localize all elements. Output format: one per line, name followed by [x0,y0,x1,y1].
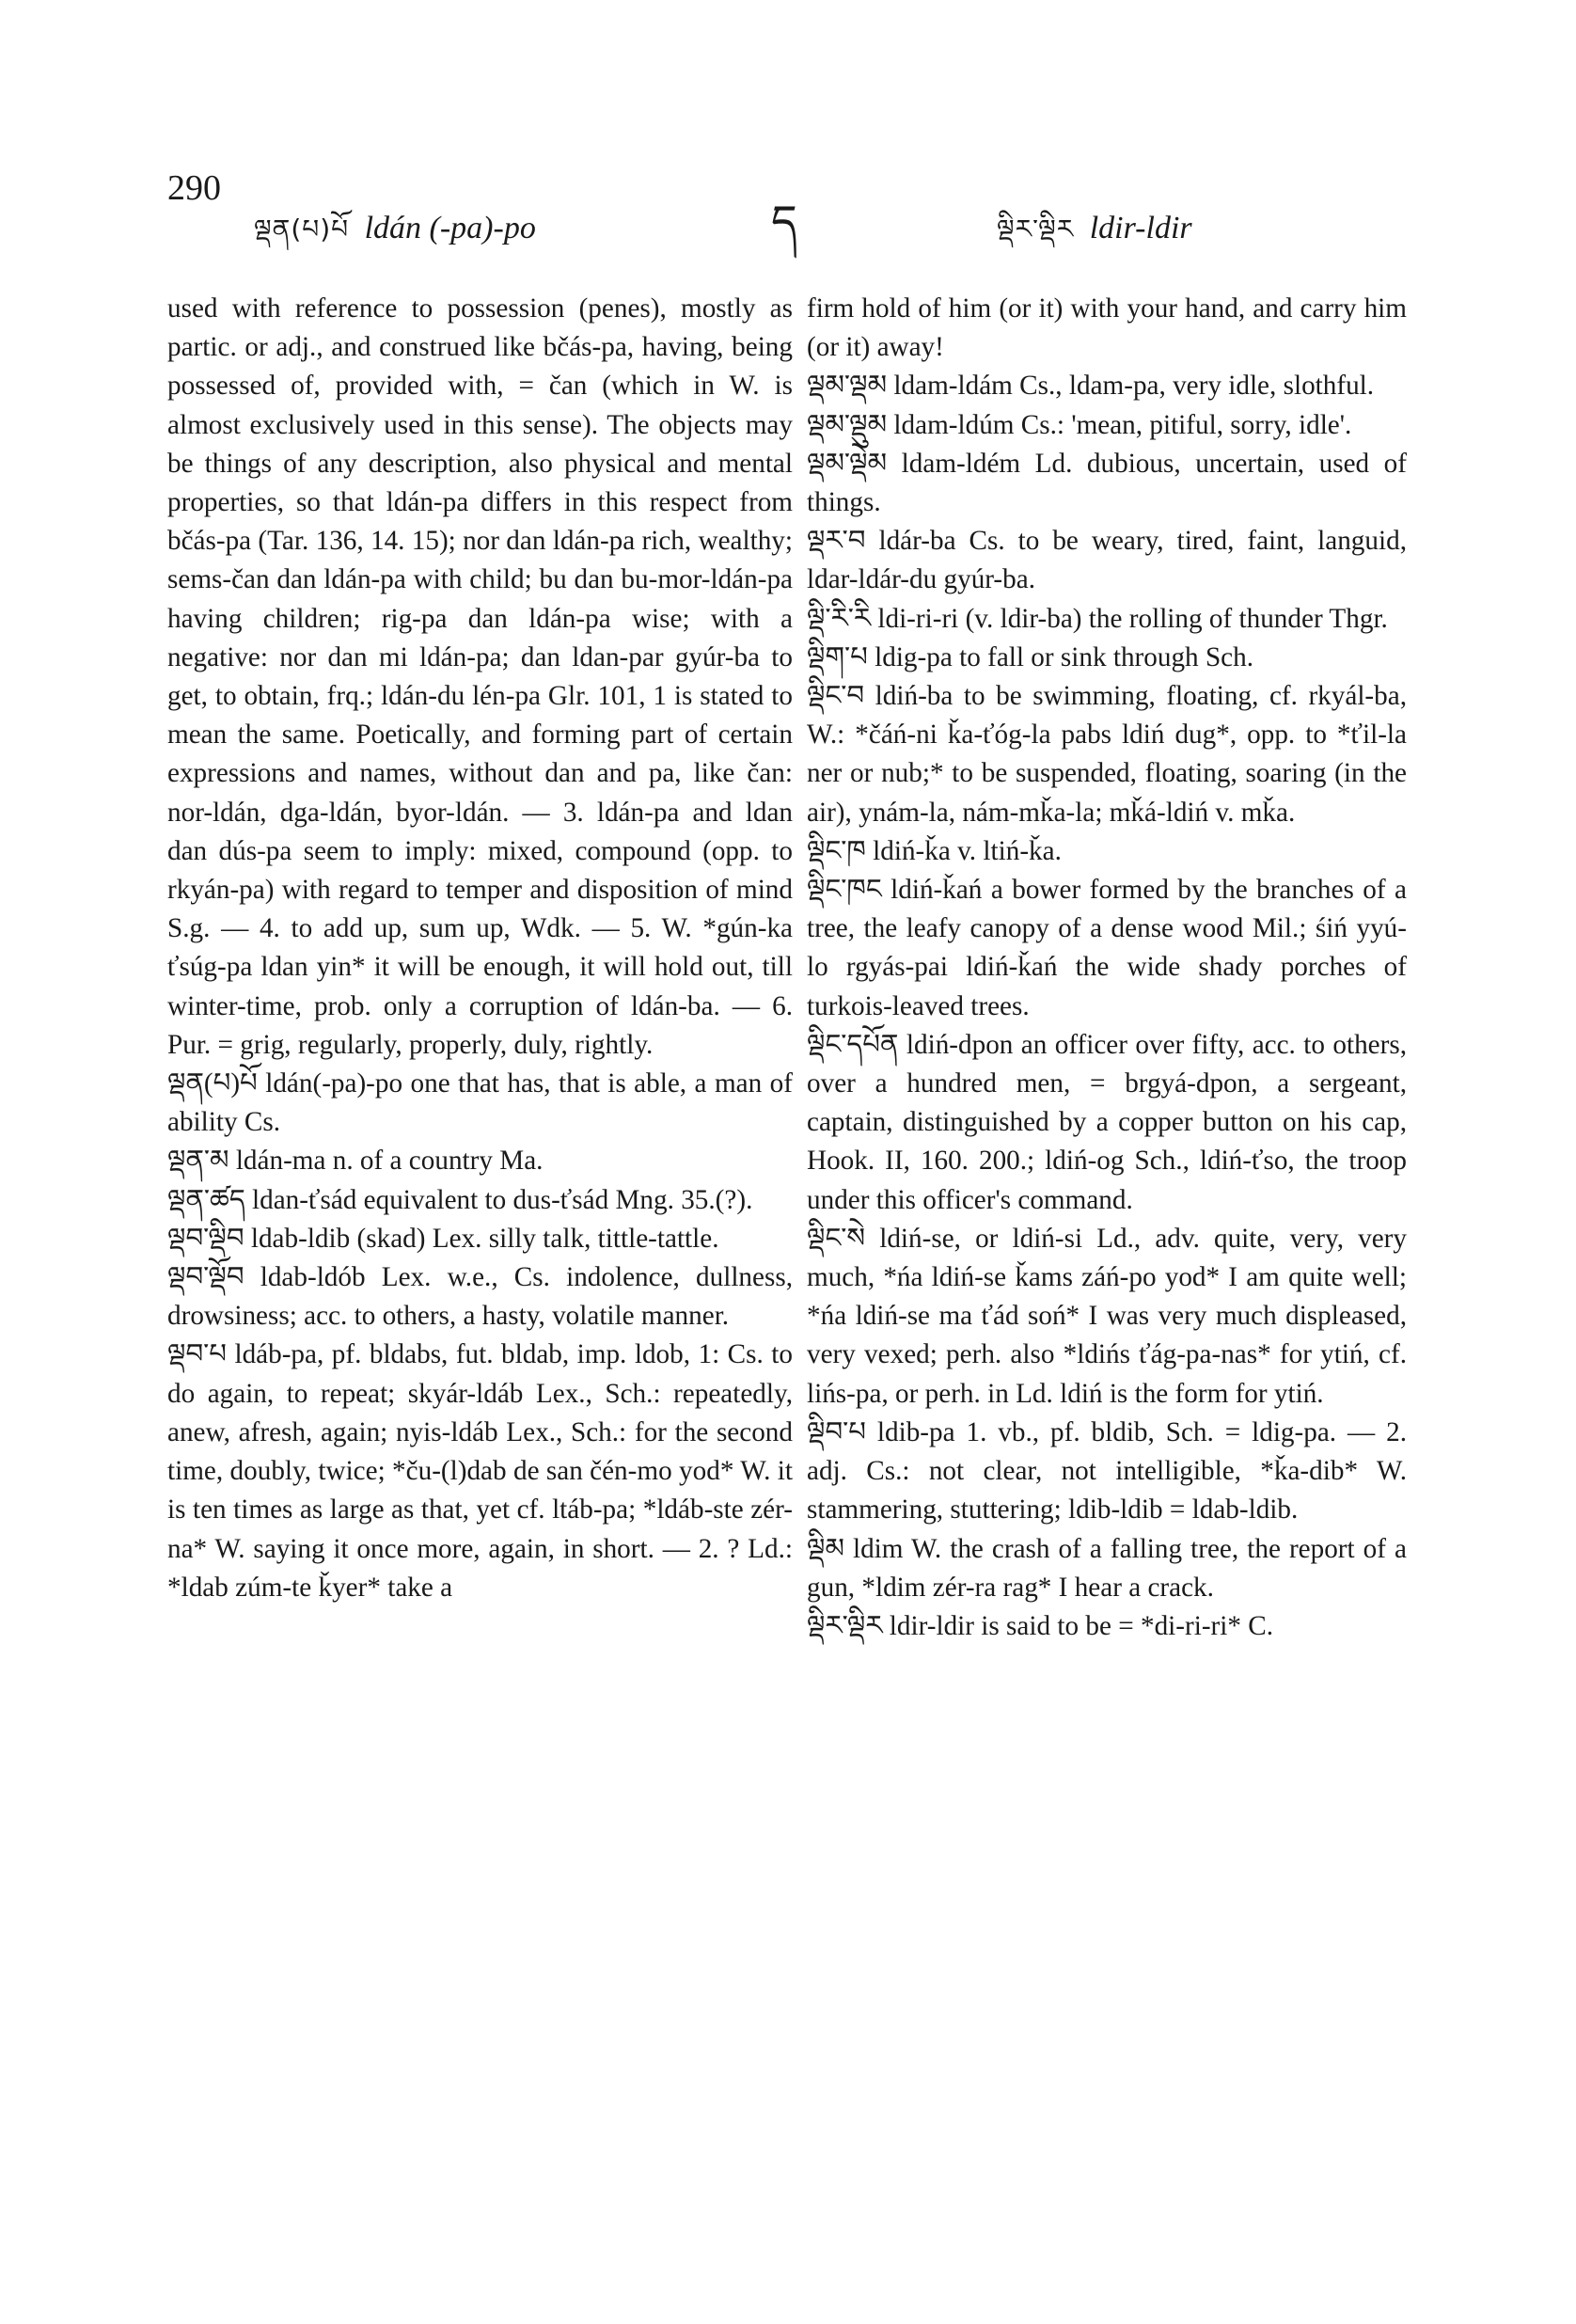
entry: ལྡི་རི་རི ldi-ri-ri (v. ldir-ba) the rolling of thunder Thgr. [807,603,1388,634]
left-column [167,290,793,1607]
entry: ལྡིང་དཔོན ldiń-dpon an officer over fifty, acc. to others, over a hundred men, = brgyá-dpon, a sergeant, captain, distinguished by a copper button on his cap, Hook. II, 160. 200.; ldiń-og Sch., ldiń-ťso, the troop under this officer's command. [807,1029,1407,1215]
entry: ལྡབ་ལྡིབ ldab-ldib (skad) Lex. silly talk, tittle-tattle. [167,1223,719,1254]
right-running-head-tibetan: ལྡིར་ལྡིར [997,213,1075,245]
entry: ལྡན་མ ldán-ma n. of a country Ma. [167,1146,544,1177]
right-running-head [997,199,1192,274]
right-running-head-roman: ldir-ldir [1089,211,1192,245]
entry: ལྡིབ་པ ldib-pa 1. vb., pf. bldib, Sch. = ldig-pa. — 2. adj. Cs.: not clear, not intelligible, *ǩa-dib* W. stammering, stuttering; ldib-ldib = ldab-ldib. [807,1416,1407,1526]
entry-continuation: firm hold of him (or it) with your hand, and carry him (or it) away! [807,293,1407,363]
entry: ལྡན་ཚད ldan-ťsád equivalent to dus-ťsád Mng. 35.(?). [167,1184,753,1215]
section-letter: ད [771,198,797,247]
entry: ལྡིར་ལྡིར ldir-ldir is said to be = *di-ri-ri* C. [807,1610,1274,1641]
left-running-head-tibetan: ལྡན(པ)པོ [254,213,350,245]
entry: ལྡབ་པ ldáb-pa, pf. bldabs, fut. bldab, imp. ldob, 1: Cs. to do again, to repeat; skyár-ldáb Lex., Sch.: repeatedly, anew, afresh, again; nyis-ldáb Lex., Sch.: for the second time, doubly, twice; *ču-(l)dab de san čén-mo yod* W. it is ten times as large as that, yet cf. ltáb-pa; *ldáb-ste zér-na* W. saying it once more, again, in short. — 2. ? Ld.: *ldab zúm-te ǩyer* take a [167,1339,793,1603]
left-running-head [254,199,536,274]
entry: ལྡམ་ལྡུམ ldam-ldúm Cs.: 'mean, pitiful, sorry, idle'. [807,409,1352,440]
left-running-head-roman: ldán (-pa)-po [364,211,536,245]
entry-continuation: used with reference to possession (penes), mostly as partic. or adj., and construed like bčás-pa, having, being possessed of, provided with, = čan (which in W. is almost exclusively used in this sense). The objects may be things of any description, also physical and mental properties, so that ldán-pa differs in this respect from bčás-pa (Tar. 136, 14. 15); nor dan ldán-pa rich, wealthy; sems-čan dan ldán-pa with child; bu dan bu-mor-ldán-pa having children; rig-pa dan ldán-pa wise; with a negative: nor dan mi ldán-pa; dan ldan-par gyúr-ba to get, to obtain, frq.; ldán-du lén-pa Glr. 101, 1 is stated to mean the same. Poetically, and forming part of certain expressions and names, without dan and pa, like čan: nor-ldán, dga-ldán, byor-ldán. — 3. ldán-pa and ldan dan dús-pa seem to imply: mixed, compound (opp. to rkyán-pa) with regard to temper and disposition of mind S.g. — 4. to add up, sum up, Wdk. — 5. W. *gún-ka ťsúg-pa ldan yin* it will be enough, it will hold out, till winter-time, prob. only a corruption of ldán-ba. — 6. Pur. = grig, regularly, properly, duly, rightly. [167,293,793,1060]
page-header [150,150,1426,247]
entry: ལྡིམ ldim W. the crash of a falling tree, the report of a gun, *ldim zér-ra rag* I hear a crack. [807,1533,1407,1603]
entry: ལྡིང་བ ldiń-ba to be swimming, floating, cf. rkyál-ba, W.: *čáń-ni ǩa-ťóg-la pabs ldiń dug*, opp. to *ťil-la ner or nub;* to be suspended, floating, soaring (in the air), ynám-la, nám-mǩa-la; mǩá-ldiń v. mǩa. [807,681,1407,828]
entry: ལྡིང་སེ ldiń-se, or ldiń-si Ld., adv. quite, very, very much, *ńa ldiń-se ǩams záń-po yod* I am quite well; *ńa ldiń-se ma ťád soń* I was very much displeased, very vexed; perh. also *ldińs ťág-pa-nas* for ytiń, cf. lińs-pa, or perh. in Ld. ldiń is the form for ytiń. [807,1223,1407,1409]
entry: ལྡིག་པ ldig-pa to fall or sink through Sch. [807,641,1254,672]
right-column [807,290,1407,1646]
entry: ལྡིང་ཁ ldiń-ǩa v. ltiń-ǩa. [807,835,1062,866]
page-number: 290 [167,168,221,208]
entry: ལྡམ་ལྡམ ldam-ldám Cs., ldam-pa, very idle, slothful. [807,371,1375,402]
entry: ལྡན(པ)པོ ldán(-pa)-po one that has, that is able, a man of ability Cs. [167,1068,793,1138]
entry: ལྡིང་ཁང ldiń-ǩań a bower formed by the branches of a tree, the leafy canopy of a dense wood Mil.; śiń yyú-lo rgyás-pai ldiń-ǩań the wide shady porches of turkois-leaved trees. [807,875,1407,1021]
entry: ལྡར་བ ldár-ba Cs. to be weary, tired, faint, languid, ldar-ldár-du gyúr-ba. [807,526,1407,595]
entry: ལྡམ་ལྡེམ ldam-ldém Ld. dubious, uncertain, used of things. [807,448,1407,518]
entry: ལྡབ་ལྡོབ ldab-ldób Lex. w.e., Cs. indolence, dullness, drowsiness; acc. to others, a hasty, volatile manner. [167,1262,793,1332]
